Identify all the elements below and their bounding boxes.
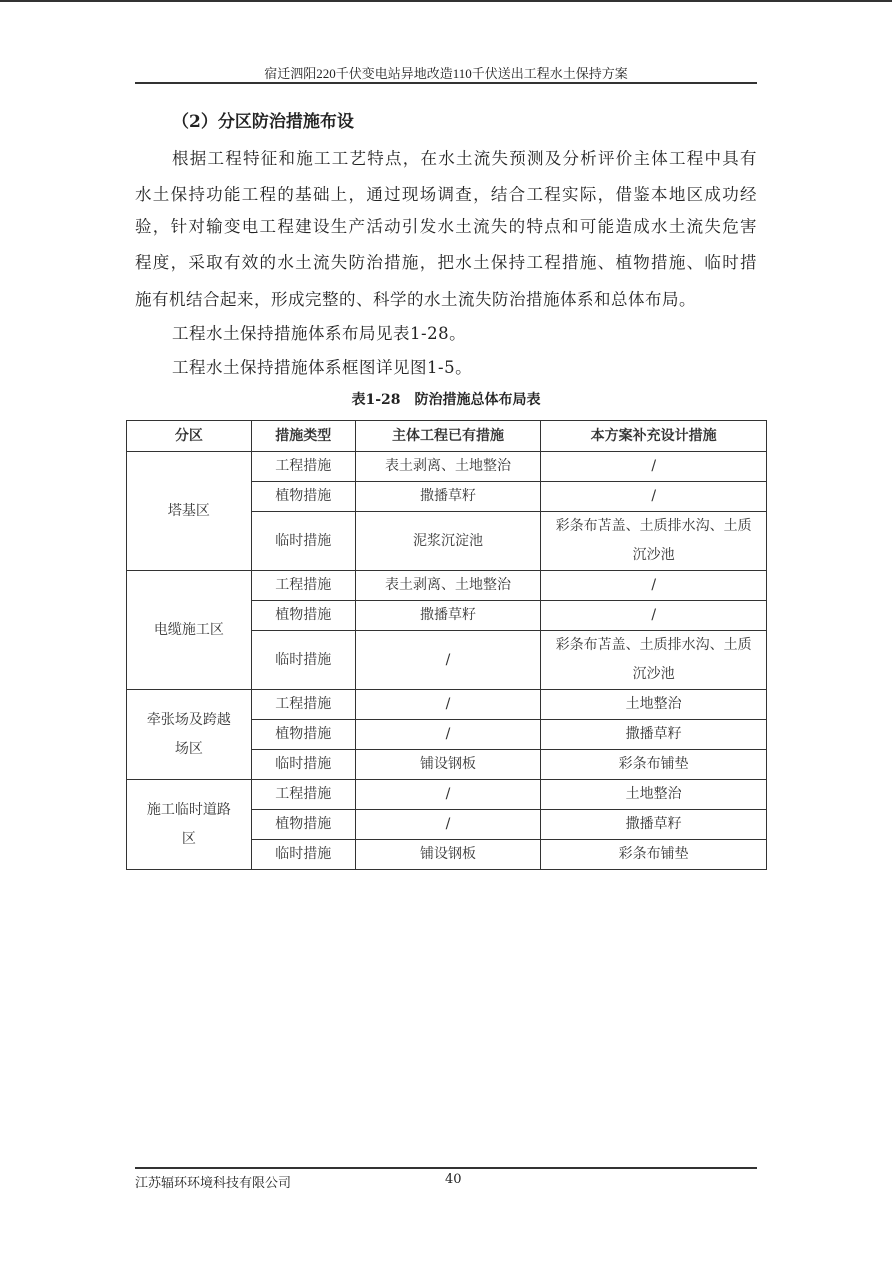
existing-measure-cell: 铺设钢板 — [355, 840, 541, 870]
existing-measure-cell: 铺设钢板 — [355, 750, 541, 780]
measure-type-cell: 植物措施 — [251, 482, 355, 512]
measure-type-cell: 植物措施 — [251, 720, 355, 750]
table-row — [127, 780, 767, 810]
supplement-measure-cell: 撒播草籽 — [541, 810, 767, 840]
section-heading: （2）分区防治措施布设 — [172, 112, 354, 132]
supplement-measure-cell: 彩条布苫盖、土质排水沟、土质沉沙池 — [541, 631, 767, 690]
measure-type-cell: 临时措施 — [251, 840, 355, 870]
measure-type-cell: 工程措施 — [251, 571, 355, 601]
page-top-border — [0, 0, 892, 2]
existing-measure-cell: / — [355, 720, 541, 750]
supplement-measure-cell: 土地整治 — [541, 780, 767, 810]
header-type: 措施类型 — [251, 421, 355, 452]
page-number: 40 — [445, 1172, 462, 1187]
paragraph-line: 水土保持功能工程的基础上，通过现场调查，结合工程实际，借鉴本地区成功经 — [135, 185, 757, 204]
header-rule — [135, 82, 757, 84]
measure-type-cell: 临时措施 — [251, 631, 355, 690]
zone-cell: 电缆施工区 — [127, 571, 252, 690]
supplement-measure-cell: / — [541, 601, 767, 631]
footer-rule — [135, 1167, 757, 1169]
existing-measure-cell: / — [355, 631, 541, 690]
measure-type-cell: 工程措施 — [251, 690, 355, 720]
footer-company: 江苏辐环环境科技有限公司 — [135, 1176, 292, 1191]
supplement-measure-cell: 撒播草籽 — [541, 720, 767, 750]
table-row — [127, 452, 767, 482]
zone-cell: 塔基区 — [127, 452, 252, 571]
supplement-measure-cell: 彩条布铺垫 — [541, 840, 767, 870]
existing-measure-cell: 表土剥离、土地整治 — [355, 452, 541, 482]
table-row — [127, 571, 767, 601]
table-row — [127, 690, 767, 720]
existing-measure-cell: 撒播草籽 — [355, 482, 541, 512]
running-header: 宿迁泗阳220千伏变电站异地改造110千伏送出工程水土保持方案 — [264, 66, 628, 81]
header-zone: 分区 — [127, 421, 252, 452]
supplement-measure-cell: 彩条布苫盖、土质排水沟、土质沉沙池 — [541, 512, 767, 571]
measure-type-cell: 植物措施 — [251, 601, 355, 631]
header-supplement: 本方案补充设计措施 — [541, 421, 767, 452]
paragraph-line: 程度，采取有效的水土流失防治措施，把水土保持工程措施、植物措施、临时措 — [135, 253, 757, 272]
supplement-measure-cell: 彩条布铺垫 — [541, 750, 767, 780]
paragraph-line: 施有机结合起来，形成完整的、科学的水土流失防治措施体系和总体布局。 — [135, 290, 696, 309]
table-reference: 工程水土保持措施体系布局见表1-28。 — [172, 324, 467, 343]
supplement-measure-cell: / — [541, 482, 767, 512]
paragraph-line: 根据工程特征和施工工艺特点，在水土流失预测及分析评价主体工程中具有 — [172, 149, 757, 168]
figure-reference: 工程水土保持措施体系框图详见图1-5。 — [172, 358, 473, 377]
measure-type-cell: 工程措施 — [251, 780, 355, 810]
zone-cell: 施工临时道路区 — [127, 780, 252, 870]
existing-measure-cell: / — [355, 810, 541, 840]
header-existing: 主体工程已有措施 — [355, 421, 541, 452]
measure-type-cell: 临时措施 — [251, 512, 355, 571]
existing-measure-cell: / — [355, 690, 541, 720]
measure-type-cell: 植物措施 — [251, 810, 355, 840]
existing-measure-cell: 表土剥离、土地整治 — [355, 571, 541, 601]
paragraph-line: 验，针对输变电工程建设生产活动引发水土流失的特点和可能造成水土流失危害 — [135, 217, 757, 236]
measure-type-cell: 工程措施 — [251, 452, 355, 482]
supplement-measure-cell: / — [541, 571, 767, 601]
supplement-measure-cell: / — [541, 452, 767, 482]
measures-table — [126, 420, 767, 870]
existing-measure-cell: / — [355, 780, 541, 810]
supplement-measure-cell: 土地整治 — [541, 690, 767, 720]
table-caption: 表1-28 防治措施总体布局表 — [351, 392, 541, 408]
table-header-row — [127, 421, 767, 452]
zone-cell: 牵张场及跨越场区 — [127, 690, 252, 780]
existing-measure-cell: 泥浆沉淀池 — [355, 512, 541, 571]
measure-type-cell: 临时措施 — [251, 750, 355, 780]
existing-measure-cell: 撒播草籽 — [355, 601, 541, 631]
